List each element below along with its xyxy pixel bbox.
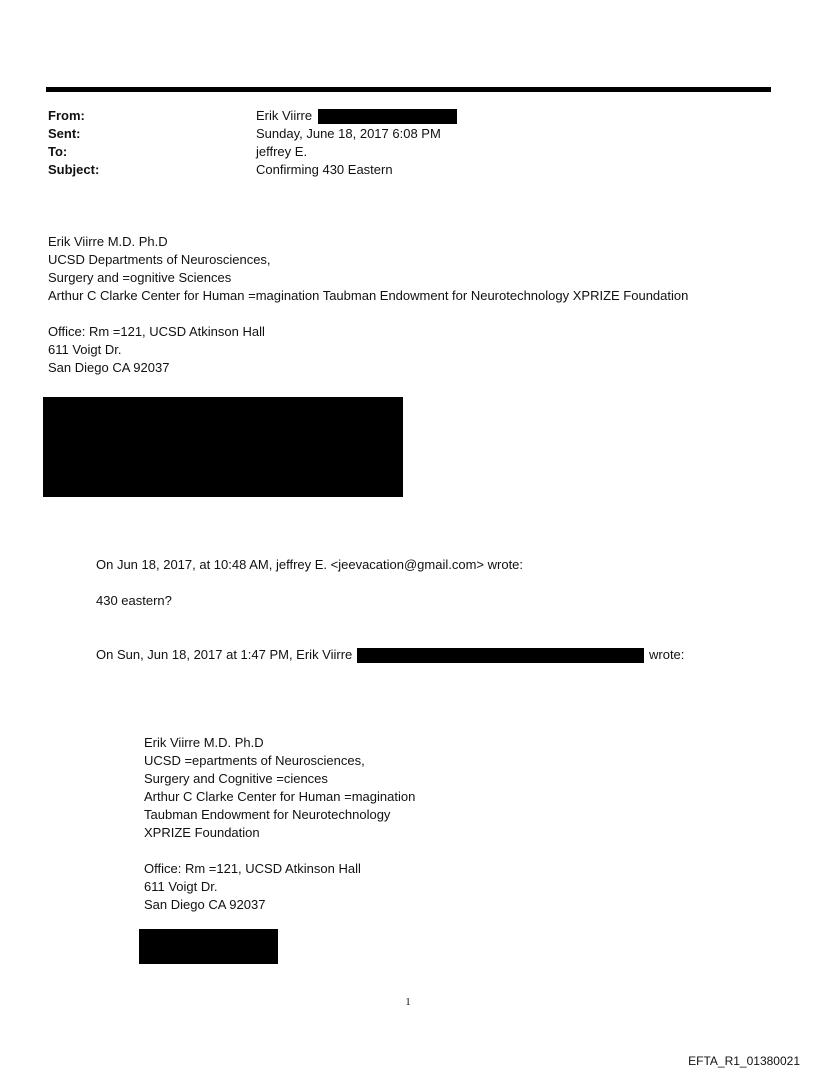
quoted-office-line: San Diego CA 92037 bbox=[144, 897, 266, 912]
signature-office bbox=[48, 323, 265, 377]
subject-label: Subject: bbox=[48, 162, 100, 177]
redaction-block-small bbox=[139, 929, 278, 964]
document-id: EFTA_R1_01380021 bbox=[688, 1054, 800, 1068]
from-label: From: bbox=[48, 108, 85, 123]
redaction-from-email bbox=[318, 109, 457, 124]
sent-value: Sunday, June 18, 2017 6:08 PM bbox=[256, 126, 441, 141]
quoted-signature-office bbox=[144, 860, 361, 914]
page-number: 1 bbox=[405, 996, 411, 1008]
subject-value: Confirming 430 Eastern bbox=[256, 162, 393, 177]
signature-line: Erik Viirre M.D. Ph.D bbox=[48, 234, 168, 249]
header-rule bbox=[46, 87, 771, 92]
quoted-signature bbox=[144, 734, 415, 842]
signature-line: Surgery and =ognitive Sciences bbox=[48, 270, 232, 285]
quote2-attribution-prefix: On Sun, Jun 18, 2017 at 1:47 PM, Erik Viirre bbox=[96, 647, 353, 662]
to-value: jeffrey E. bbox=[256, 144, 308, 159]
from-value: Erik Viirre bbox=[256, 108, 313, 123]
redaction-block-large bbox=[43, 397, 403, 497]
signature-line: UCSD Departments of Neurosciences, bbox=[48, 252, 271, 267]
signature-line: Arthur C Clarke Center for Human =magination Taubman Endowment for Neurotechnology XPRIZE Foundation bbox=[48, 288, 689, 303]
quoted-signature-line: Arthur C Clarke Center for Human =magination bbox=[144, 789, 416, 804]
office-line: 611 Voigt Dr. bbox=[48, 342, 122, 357]
office-line: San Diego CA 92037 bbox=[48, 360, 170, 375]
signature bbox=[48, 233, 688, 305]
quote1-body: 430 eastern? bbox=[96, 593, 172, 608]
quoted-office-line: 611 Voigt Dr. bbox=[144, 879, 218, 894]
quote1-attribution: On Jun 18, 2017, at 10:48 AM, jeffrey E. <jeevacation@gmail.com> wrote: bbox=[96, 557, 524, 572]
sent-label: Sent: bbox=[48, 126, 81, 141]
quote2-attribution-suffix: wrote: bbox=[649, 647, 685, 662]
quoted-signature-line: Erik Viirre M.D. Ph.D bbox=[144, 735, 264, 750]
quoted-signature-line: Taubman Endowment for Neurotechnology bbox=[144, 807, 391, 822]
quoted-office-line: Office: Rm =121, UCSD Atkinson Hall bbox=[144, 861, 361, 876]
quoted-signature-line: UCSD =epartments of Neurosciences, bbox=[144, 753, 365, 768]
to-label: To: bbox=[48, 144, 68, 159]
redaction-quote2-email bbox=[357, 648, 644, 663]
office-line: Office: Rm =121, UCSD Atkinson Hall bbox=[48, 324, 265, 339]
quoted-signature-line: Surgery and Cognitive =ciences bbox=[144, 771, 328, 786]
quoted-signature-line: XPRIZE Foundation bbox=[144, 825, 260, 840]
